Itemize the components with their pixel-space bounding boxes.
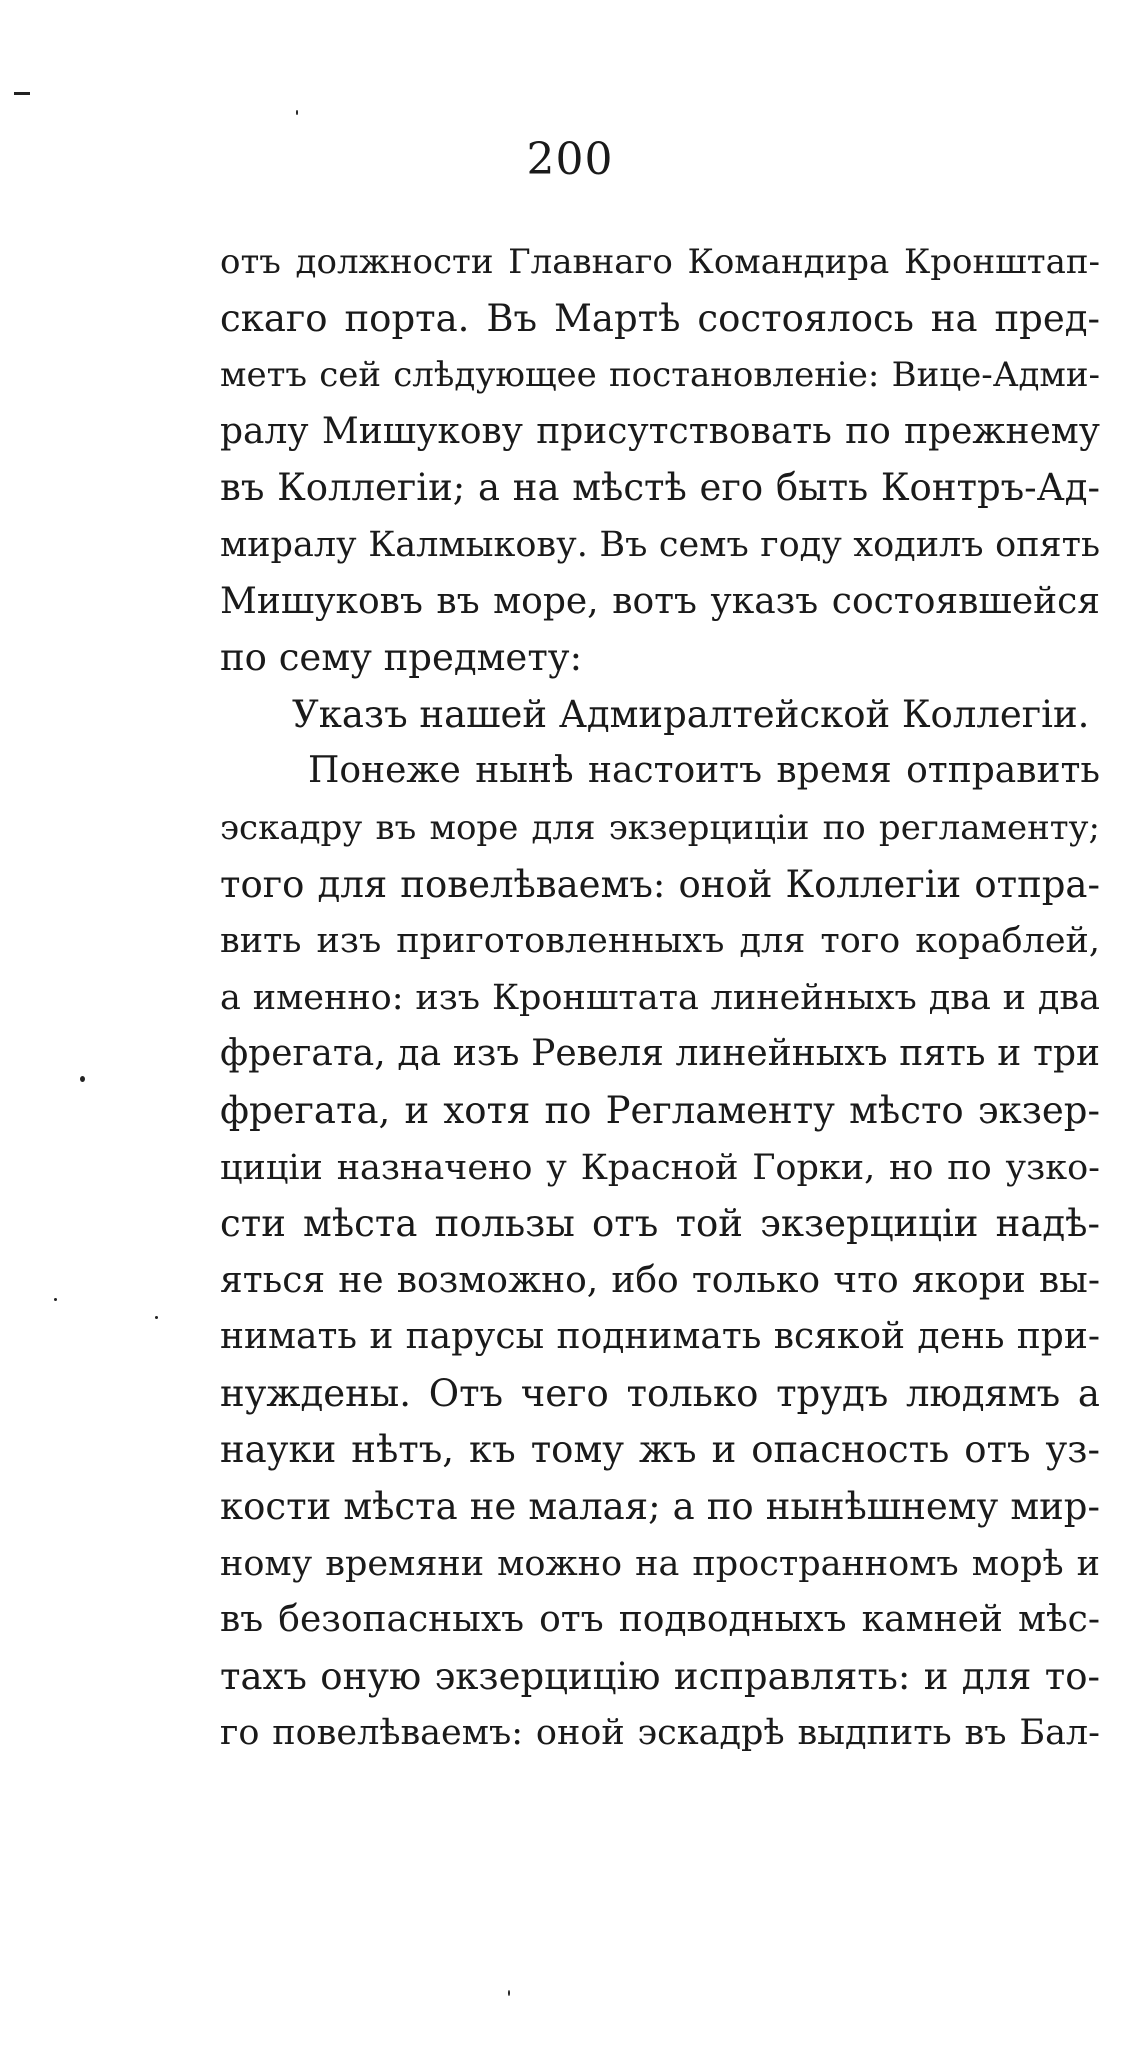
text-line: того для повелѣваемъ: оной Коллегіи отпра- [220,862,1100,906]
scan-speck [54,1298,57,1301]
text-line: ному времяни можно на пространномъ морѣ и [220,1543,1100,1584]
text-line: по сему предмету: [220,636,583,680]
text-line: сти мѣста пользы отъ той экзерциціи надѣ- [220,1202,1100,1246]
text-line: Понеже нынѣ настоитъ время отправить [308,750,1100,792]
text-line: го повелѣваемъ: оной эскадрѣ выдпить въ Бал- [220,1713,1100,1754]
text-line: яться не возможно, ибо только что якори вы- [220,1259,1100,1301]
text-line: миралу Калмыкову. Въ семъ году ходилъ опять [220,524,1100,565]
text-line: тахъ оную экзерцицію исправлять: и для то- [220,1654,1100,1698]
text-line: въ безопасныхъ отъ подводныхъ камней мѣс- [220,1599,1100,1641]
text-line: вить изъ приготовленныхъ для того кораблей, [220,921,1100,962]
text-line: въ Коллегіи; а на мѣстѣ его быть Контръ-Ад- [220,466,1100,510]
text-line: кости мѣста не малая; а по нынѣшнему мир- [220,1485,1100,1529]
text-line: ралу Мишукову присутствовать по прежнему [220,410,1100,452]
text-line: отъ должности Главнаго Командира Кронштап- [220,242,1100,282]
page-number: 200 [526,134,614,185]
text-line: нуждены. Отъ чего только трудъ людямъ а [220,1371,1100,1415]
text-line: скаго порта. Въ Мартѣ состоялось на пред- [220,296,1100,340]
text-line: метъ сей слѣдующее постановленіе: Вице-Адми- [220,355,1100,396]
text-line: циціи назначено у Красной Горки, но по узко- [220,1147,1100,1188]
scan-speck [155,1316,158,1319]
scan-edge-mark [14,92,30,95]
text-line: науки нѣтъ, къ тому жъ и опасность отъ уз- [220,1428,1100,1472]
text-line: а именно: изъ Кронштата линейныхъ два и два [220,977,1100,1018]
text-line: эскадру въ море для экзерциціи по регламенту; [220,807,1100,848]
scan-speck [508,1990,510,1996]
body-text [220,234,1100,1762]
text-line: Мишуковъ въ море, вотъ указъ состоявшейся [220,580,1100,622]
text-line: фрегата, да изъ Ревеля линейныхъ пять и три [220,1033,1100,1075]
text-line: фрегата, и хотя по Регламенту мѣсто экзер- [220,1088,1100,1132]
scan-speck [296,110,298,115]
text-line: нимать и парусы поднимать всякой день при- [220,1316,1100,1358]
scan-speck [80,1076,85,1082]
decree-heading: Указъ нашей Адмиралтейской Коллегіи. [292,692,1090,736]
